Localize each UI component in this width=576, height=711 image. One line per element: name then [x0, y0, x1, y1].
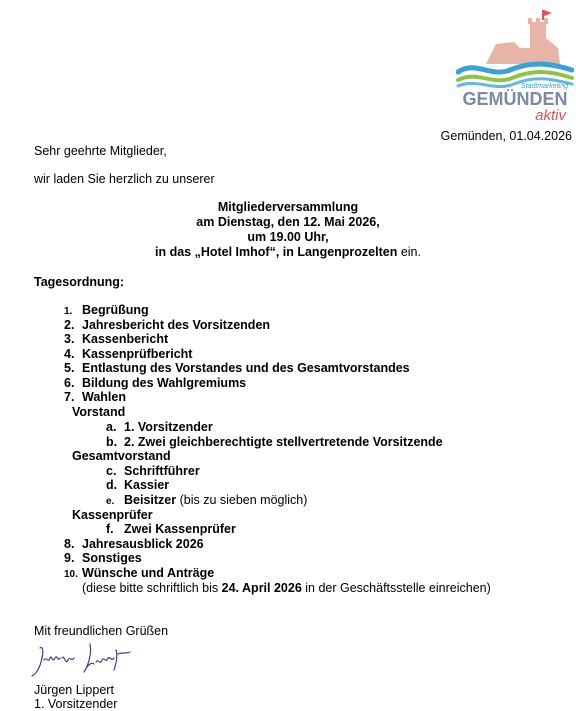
item-number: d. — [106, 478, 118, 492]
venue-suffix: ein. — [397, 245, 421, 259]
item-number: a. — [106, 420, 117, 434]
item-text: Schriftführer — [124, 464, 200, 478]
agenda-item — [64, 390, 126, 404]
signer-role: 1. Vorsitzender — [34, 697, 118, 711]
item-number: 4. — [64, 347, 75, 361]
greeting: Sehr geehrte Mitglieder, — [34, 144, 167, 158]
place-date: Gemünden, 01.04.2026 — [440, 129, 572, 143]
stadtmarketing-gemuenden-logo — [456, 8, 574, 126]
invite-line: wir laden Sie herzlich zu unserer — [34, 172, 215, 186]
item-number: f. — [106, 522, 114, 536]
venue-name: in das „Hotel Imhof“, in Langenprozelten — [154, 245, 398, 259]
item-note: (bis zu sieben möglich) — [176, 493, 308, 507]
item-number: 6. — [64, 376, 75, 390]
logo-line1: Stadtmarketing — [520, 83, 568, 90]
item-text: 2. Zwei gleichberechtigte stellvertretende Vorsitzende — [124, 435, 443, 449]
closing: Mit freundlichen Grüßen — [34, 624, 169, 638]
item-text: Kassenbericht — [82, 332, 169, 346]
agenda-item — [64, 537, 204, 551]
castle-icon — [486, 10, 560, 64]
item-number: 10. — [64, 569, 78, 580]
meeting-time: um 19.00 Uhr, — [247, 230, 329, 244]
logo-line2: GEMÜNDEN — [462, 89, 568, 109]
item-text: Wahlen — [82, 390, 126, 404]
item-number: 9. — [64, 551, 75, 565]
item-number: 1. — [64, 306, 73, 317]
item-text: Kassier — [124, 478, 170, 492]
item-number: e. — [106, 496, 115, 507]
item-text: Begrüßung — [82, 303, 149, 317]
agenda-subitem — [106, 420, 213, 434]
signer-name: Jürgen Lippert — [34, 683, 114, 697]
agenda-item — [64, 361, 410, 375]
meeting-venue — [0, 245, 576, 259]
note-text-end: in der Geschäftsstelle einreichen) — [301, 581, 491, 595]
item-text: Sonstiges — [82, 551, 142, 565]
logo-line3: aktiv — [535, 107, 566, 124]
agenda-subitem — [106, 478, 169, 492]
agenda-subitem — [106, 522, 236, 536]
item-number: 7. — [64, 390, 75, 404]
item-number: 3. — [64, 332, 75, 346]
item-text: Zwei Kassenprüfer — [124, 522, 236, 536]
item-text: 1. Vorsitzender — [124, 420, 213, 434]
item-number: 2. — [64, 318, 75, 332]
meeting-title: Mitgliederversammlung — [217, 200, 359, 214]
group-label-kassenpruefer: Kassenprüfer — [72, 508, 153, 522]
note-text: (diese bitte schriftlich bis — [82, 581, 222, 595]
item-text: Wünsche und Anträge — [82, 566, 215, 580]
note-deadline: 24. April 2026 — [221, 581, 302, 595]
agenda-item — [64, 318, 270, 332]
group-label-vorstand: Vorstand — [72, 405, 126, 419]
handwritten-signature — [30, 640, 140, 682]
submission-note — [82, 581, 491, 595]
item-number: 5. — [64, 361, 75, 375]
item-text: Jahresbericht des Vorsitzenden — [82, 318, 271, 332]
agenda-subitem — [106, 464, 200, 478]
agenda-heading: Tagesordnung: — [34, 275, 125, 289]
item-text: Kassenprüfbericht — [82, 347, 193, 361]
item-number: c. — [106, 464, 117, 478]
item-number: 8. — [64, 537, 75, 551]
agenda-item — [64, 376, 246, 390]
meeting-date: am Dienstag, den 12. Mai 2026, — [196, 215, 380, 229]
agenda-item — [64, 347, 192, 361]
item-text: Jahresausblick 2026 — [82, 537, 204, 551]
item-text: Entlastung des Vorstandes und des Gesamtvorstandes — [82, 361, 410, 375]
agenda-item — [64, 303, 149, 317]
agenda-item — [64, 566, 214, 580]
item-text: Bildung des Wahlgremiums — [82, 376, 247, 390]
group-label-gesamtvorstand: Gesamtvorstand — [72, 449, 171, 463]
agenda-subitem — [106, 493, 307, 507]
agenda-subitem — [106, 435, 443, 449]
item-text: Beisitzer — [124, 493, 177, 507]
agenda-item — [64, 332, 168, 346]
item-number: b. — [106, 435, 118, 449]
agenda-item — [64, 551, 142, 565]
